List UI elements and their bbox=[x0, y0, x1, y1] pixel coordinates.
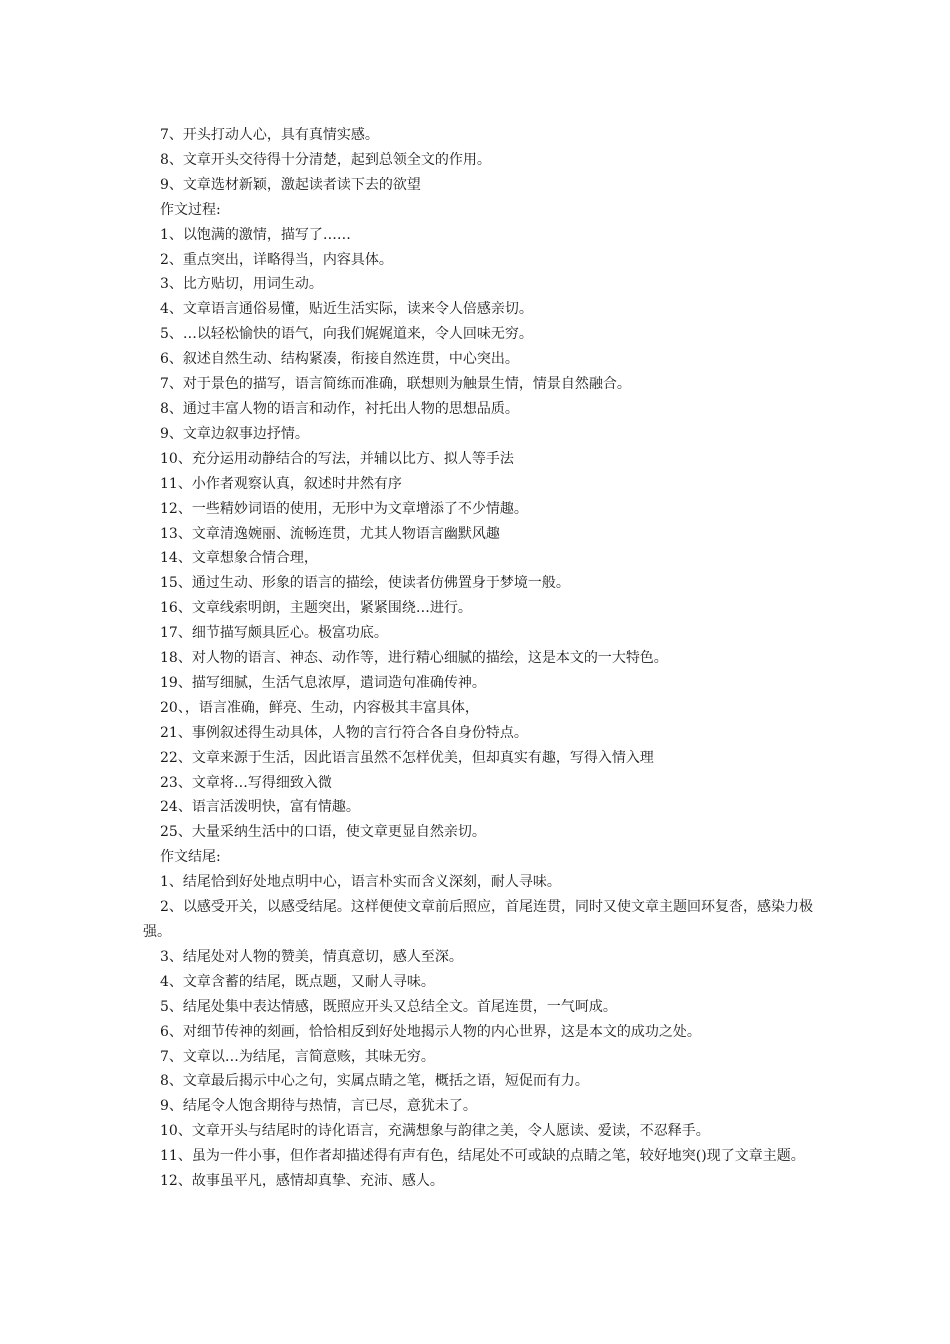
text-line: 18、对人物的语言、神态、动作等，进行精心细腻的描绘，这是本文的一大特色。 bbox=[160, 650, 668, 667]
section-heading-process: 作文过程: bbox=[160, 201, 221, 218]
text-line: 19、描写细腻，生活气息浓厚，遣词造句准确传神。 bbox=[160, 674, 486, 691]
text-line: 8、文章开头交待得十分清楚，起到总领全文的作用。 bbox=[160, 151, 491, 168]
text-line: 10、充分运用动静结合的写法，并辅以比方、拟人等手法 bbox=[160, 450, 514, 467]
text-line: 22、文章来源于生活，因此语言虽然不怎样优美，但却真实有趣，写得入情入理 bbox=[160, 749, 654, 766]
text-line: 9、结尾令人饱含期待与热情，言已尽，意犹未了。 bbox=[160, 1098, 477, 1115]
text-line: 20、，语言准确，鲜亮、生动，内容极其丰富具体， bbox=[160, 699, 479, 716]
text-line: 1、以饱满的激情，描写了…… bbox=[160, 226, 351, 243]
text-line: 23、文章将…写得细致入微 bbox=[160, 774, 332, 791]
text-line: 16、文章线索明朗，主题突出，紧紧围绕…进行。 bbox=[160, 600, 472, 617]
text-line: 7、开头打动人心，具有真情实感。 bbox=[160, 127, 379, 143]
section-heading-ending: 作文结尾: bbox=[160, 849, 221, 866]
text-line: 7、对于景色的描写，语言简练而准确，联想则为触景生情，情景自然融合。 bbox=[160, 376, 631, 393]
text-line: 6、对细节传神的刻画，恰恰相反到好处地揭示人物的内心世界，这是本文的成功之处。 bbox=[160, 1023, 701, 1040]
document-body bbox=[143, 123, 813, 1194]
text-line: 8、通过丰富人物的语言和动作，衬托出人物的思想品质。 bbox=[160, 400, 519, 417]
text-line: 6、叙述自然生动、结构紧凑，衔接自然连贯，中心突出。 bbox=[160, 351, 519, 368]
text-paragraph: 2、以感受开关，以感受结尾。这样便使文章前后照应，首尾连贯，同时又使文章主题回环复沓，感染力极强。 bbox=[143, 899, 813, 940]
text-line: 25、大量采纳生活中的口语，使文章更显自然亲切。 bbox=[160, 824, 486, 841]
text-line: 11、小作者观察认真，叙述时井然有序 bbox=[160, 475, 402, 492]
text-line: 15、通过生动、形象的语言的描绘，使读者仿佛置身于梦境一般。 bbox=[160, 575, 570, 592]
text-line: 3、比方贴切，用词生动。 bbox=[160, 276, 323, 293]
text-line: 5、结尾处集中表达情感，既照应开头又总结全文。首尾连贯，一气呵成。 bbox=[160, 998, 617, 1015]
text-line: 3、结尾处对人物的赞美，情真意切，感人至深。 bbox=[160, 948, 463, 965]
text-line: 5、…以轻松愉快的语气，向我们娓娓道来，令人回味无穷。 bbox=[160, 326, 533, 343]
text-line: 10、文章开头与结尾时的诗化语言，充满想象与韵律之美，令人愿读、爱读，不忍释手。 bbox=[160, 1123, 710, 1140]
text-line: 4、文章语言通俗易懂，贴近生活实际，读来令人倍感亲切。 bbox=[160, 301, 533, 318]
text-line: 8、文章最后揭示中心之句，实属点睛之笔，概括之语，短促而有力。 bbox=[160, 1073, 589, 1090]
text-line: 9、文章边叙事边抒情。 bbox=[160, 425, 309, 442]
text-line: 17、细节描写颇具匠心。极富功底。 bbox=[160, 625, 388, 642]
text-line: 14、文章想象合情合理， bbox=[160, 550, 318, 567]
text-line: 1、结尾恰到好处地点明中心，语言朴实而含义深刻，耐人寻味。 bbox=[160, 874, 561, 891]
text-line: 13、文章清逸婉丽、流畅连贯，尤其人物语言幽默风趣 bbox=[160, 525, 500, 542]
text-line: 9、文章选材新颖，激起读者读下去的欲望 bbox=[160, 176, 421, 193]
text-line: 12、故事虽平凡，感情却真挚、充沛、感人。 bbox=[160, 1173, 444, 1190]
text-line: 7、文章以…为结尾，言简意赅，其味无穷。 bbox=[160, 1048, 435, 1065]
text-line: 4、文章含蓄的结尾，既点题，又耐人寻味。 bbox=[160, 973, 435, 990]
text-paragraph: 11、虽为一件小事，但作者却描述得有声有色，结尾处不可或缺的点睛之笔，较好地突()现了文章主题。 bbox=[160, 1148, 805, 1165]
text-line: 12、一些精妙词语的使用，无形中为文章增添了不少情趣。 bbox=[160, 500, 528, 517]
text-line: 21、事例叙述得生动具体，人物的言行符合各自身份特点。 bbox=[160, 724, 528, 741]
text-line: 2、重点突出，详略得当，内容具体。 bbox=[160, 251, 393, 268]
text-line: 24、语言活泼明快，富有情趣。 bbox=[160, 799, 360, 816]
